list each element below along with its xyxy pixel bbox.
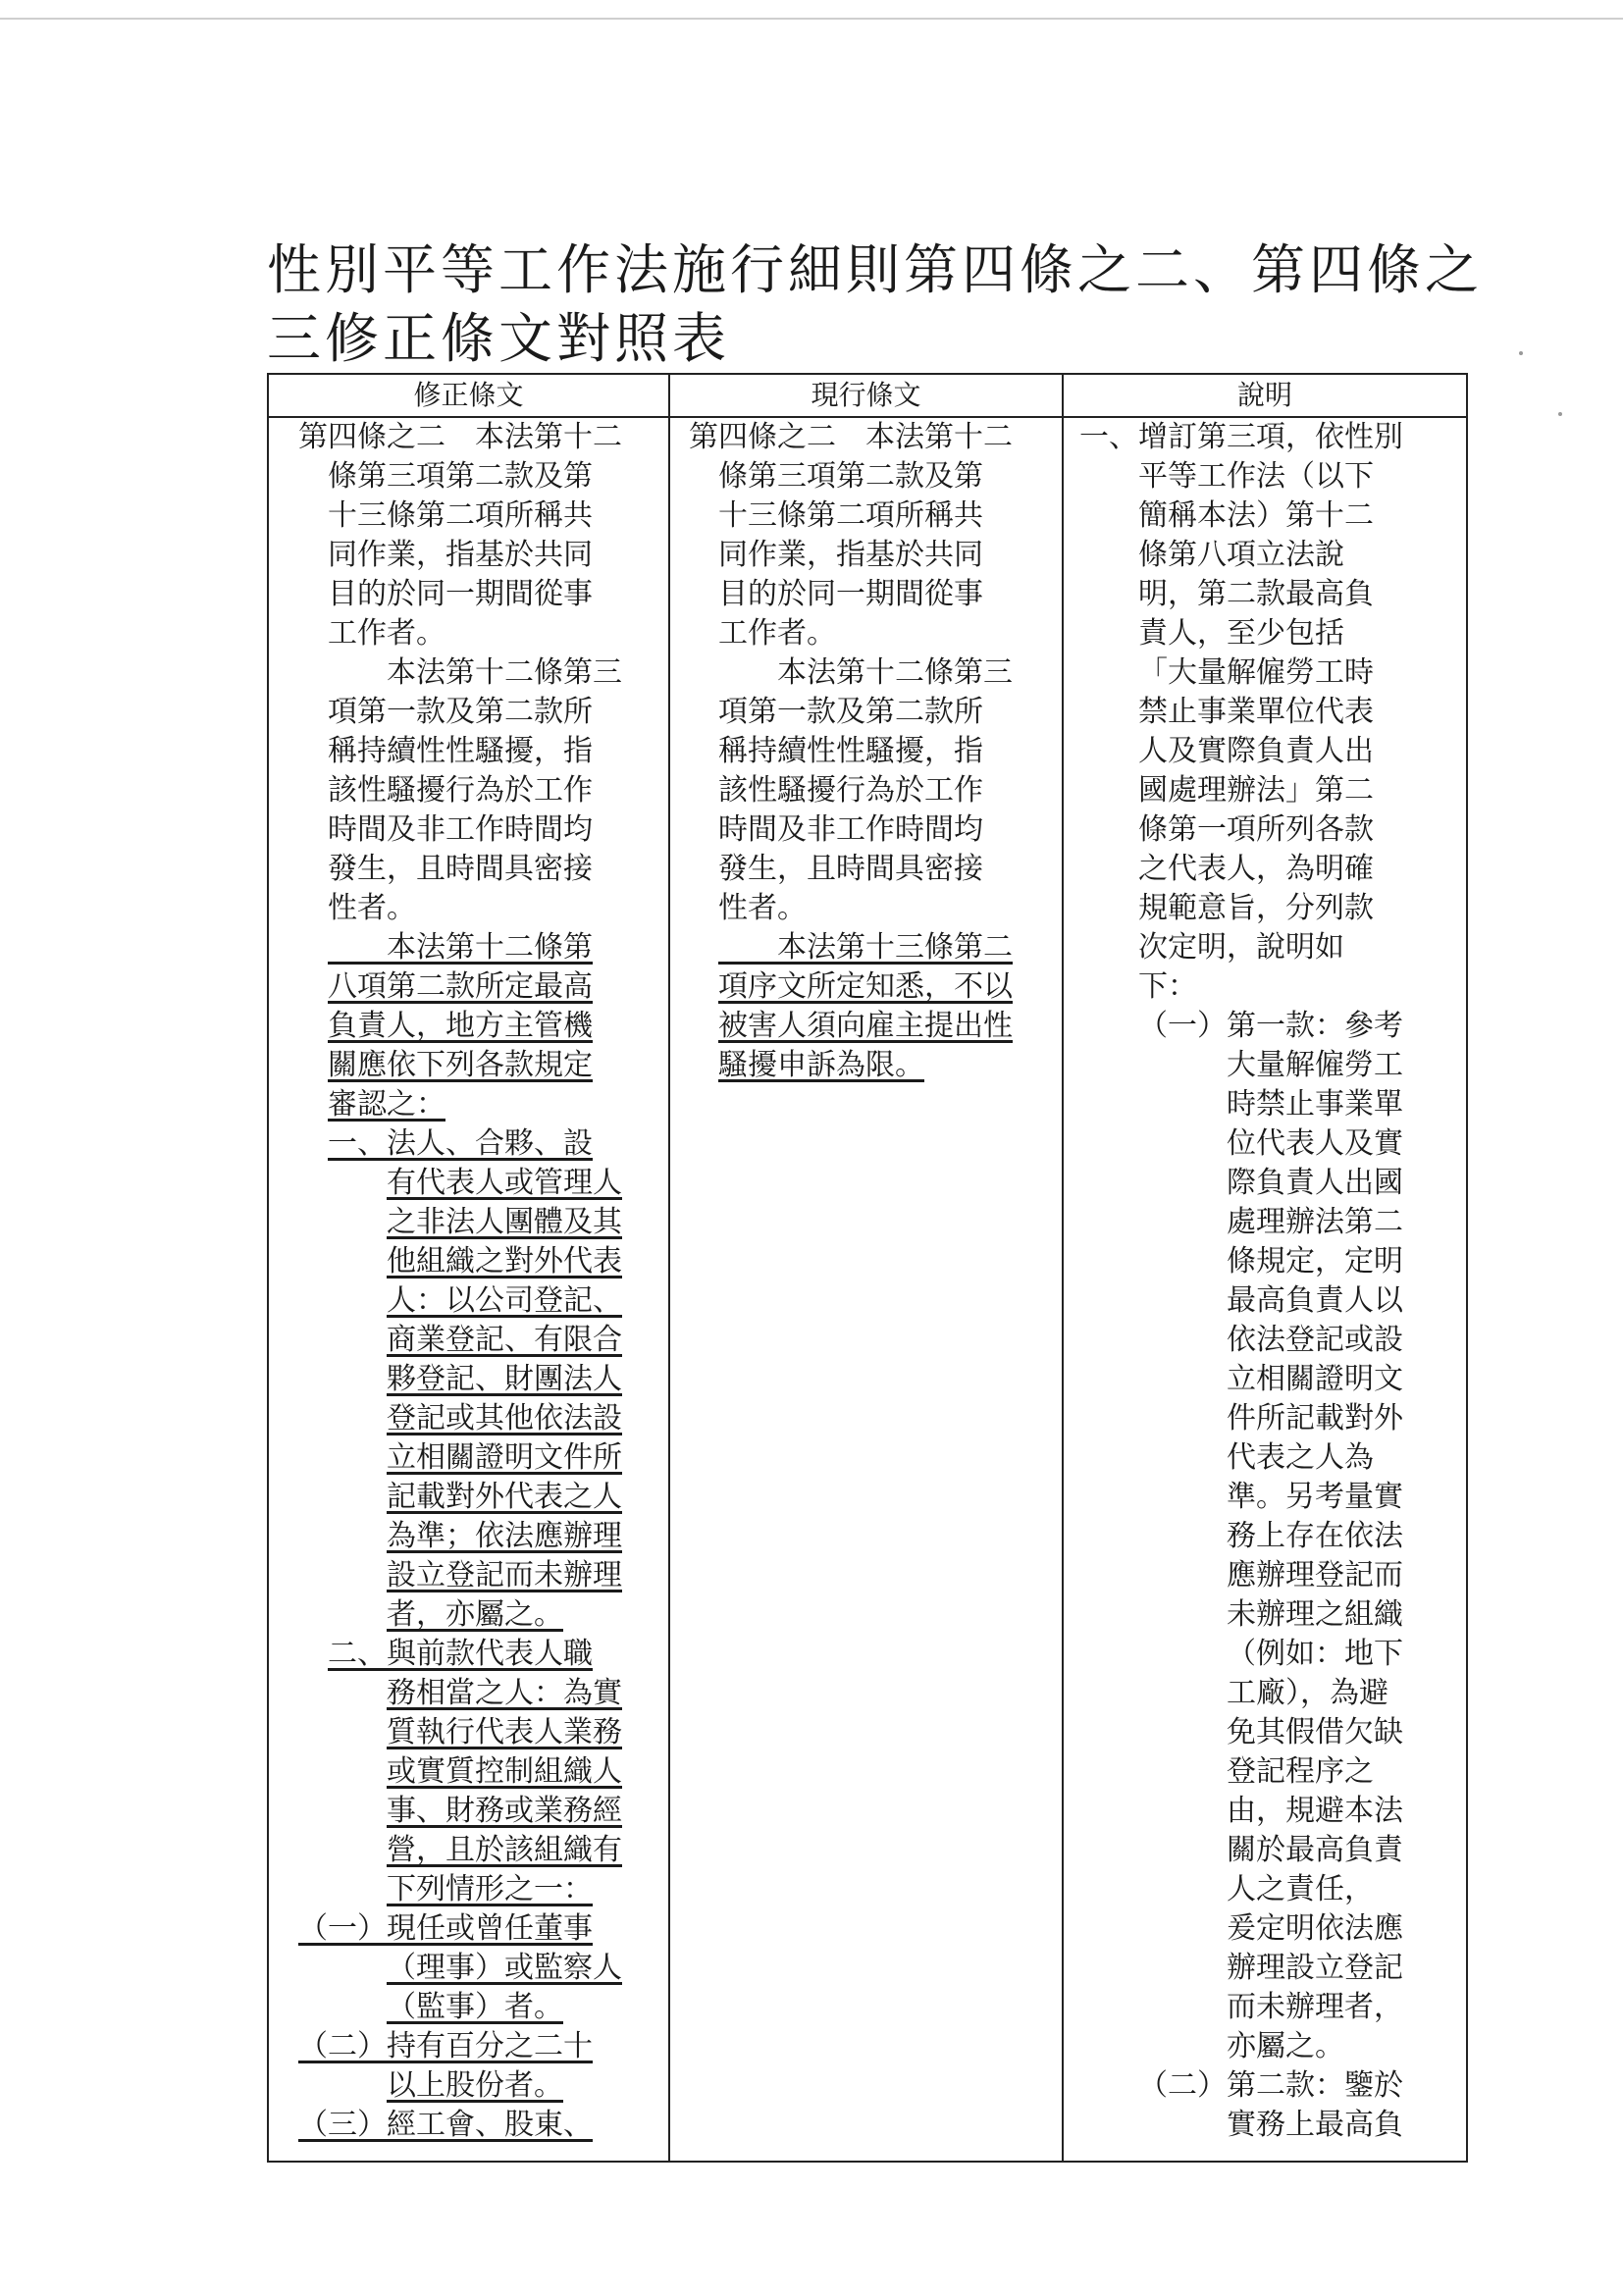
explanation-text-line: 由，規避本法: [1227, 1794, 1403, 1828]
amended-text-line: 項第一款及第二款所: [328, 695, 593, 729]
current-text-line: 同作業，指基於共同: [718, 538, 983, 572]
explanation-text-line: 亦屬之。: [1227, 2029, 1344, 2063]
current-text-line: 項序文所定知悉，不以: [718, 969, 1013, 1004]
current-text-line: 本法第十三條第二: [718, 930, 1013, 965]
current-text-line: 該性騷擾行為於工作: [718, 773, 983, 808]
header-current: 現行條文: [811, 379, 921, 411]
scan-speck: [1558, 412, 1562, 416]
current-text-line: 發生，且時間具密接: [718, 852, 983, 886]
scan-speck: [1519, 351, 1523, 355]
explanation-text-line: 條規定，定明: [1227, 1244, 1403, 1278]
amended-text-line: 稱持續性性騷擾，指: [328, 734, 593, 768]
explanation-text-line: 之代表人，為明確: [1138, 852, 1374, 886]
amended-text-line: 本法第十二條第: [328, 930, 593, 965]
amended-text-line: 為準；依法應辦理: [387, 1519, 622, 1553]
explanation-text-line: 禁止事業單位代表: [1138, 695, 1374, 729]
amended-text-line: 以上股份者。: [387, 2068, 563, 2103]
amended-text-line: 工作者。: [328, 616, 445, 651]
amended-text-line: 八項第二款所定最高: [328, 969, 593, 1004]
amended-text-line: 同作業，指基於共同: [328, 538, 593, 572]
explanation-text-line: 應辦理登記而: [1227, 1558, 1403, 1592]
explanation-text-line: 時禁止事業單: [1227, 1087, 1403, 1122]
amended-text-line: 之非法人團體及其: [387, 1205, 622, 1239]
explanation-text-line: 實務上最高負: [1227, 2108, 1403, 2142]
amended-text-line: 負責人，地方主管機: [328, 1009, 593, 1043]
explanation-text-line: 立相關證明文: [1227, 1362, 1403, 1396]
current-text-line: 項第一款及第二款所: [718, 695, 983, 729]
explanation-text-line: 位代表人及實: [1227, 1126, 1403, 1161]
amended-text-line: 本法第十二條第三: [328, 655, 622, 690]
amended-text-line: 第四條之二 本法第十二: [298, 420, 622, 454]
amended-text-line: 夥登記、財團法人: [387, 1362, 622, 1396]
amended-text-line: （監事）者。: [387, 1990, 563, 2024]
current-text-line: 十三條第二項所稱共: [718, 498, 983, 533]
explanation-text-line: 未辦理之組織: [1227, 1597, 1403, 1632]
current-text-line: 被害人須向雇主提出性: [718, 1009, 1013, 1043]
explanation-text-line: 最高負責人以: [1227, 1283, 1403, 1318]
explanation-text-line: 條第八項立法說: [1138, 538, 1344, 572]
explanation-column: [1079, 418, 1462, 2145]
current-text-line: 條第三項第二款及第: [718, 459, 983, 494]
amended-text-line: 該性騷擾行為於工作: [328, 773, 593, 808]
explanation-text-line: 一、增訂第三項，依性別: [1079, 420, 1403, 454]
amended-text-line: 立相關證明文件所: [387, 1440, 622, 1475]
explanation-text-line: 免其假借欠缺: [1227, 1715, 1403, 1749]
amended-text-line: （理事）或監察人: [387, 1951, 622, 1985]
explanation-text-line: 爰定明依法應: [1227, 1911, 1403, 1946]
title-line-1: 性別平等工作法施行細則第四條之二、第四條之: [267, 238, 1484, 301]
amended-text-line: 發生，且時間具密接: [328, 852, 593, 886]
amended-text-line: 記載對外代表之人: [387, 1480, 622, 1514]
amended-text-line: 十三條第二項所稱共: [328, 498, 593, 533]
amended-text-line: 條第三項第二款及第: [328, 459, 593, 494]
current-text-line: 時間及非工作時間均: [718, 812, 983, 847]
explanation-text-line: 平等工作法（以下: [1138, 459, 1374, 494]
explanation-text-line: 依法登記或設: [1227, 1323, 1403, 1357]
column-divider: [1062, 375, 1064, 2161]
explanation-text-line: 「大量解僱勞工時: [1138, 655, 1374, 690]
explanation-text-line: 工廠），為避: [1227, 1676, 1388, 1710]
explanation-text-line: （一）第一款：參考: [1138, 1009, 1403, 1043]
current-text-line: 本法第十二條第三: [718, 655, 1013, 690]
scan-top-edge: [0, 18, 1623, 20]
amended-text-line: 或實質控制組織人: [387, 1754, 622, 1789]
title-line-2: 三修正條文對照表: [267, 307, 731, 370]
explanation-text-line: 辦理設立登記: [1227, 1951, 1403, 1985]
explanation-text-line: 明，第二款最高負: [1138, 577, 1374, 611]
amended-text-line: 營，且於該組織有: [387, 1833, 622, 1867]
explanation-text-line: 大量解僱勞工: [1227, 1048, 1403, 1082]
amended-text-line: 質執行代表人業務: [387, 1715, 622, 1749]
amended-text-line: 時間及非工作時間均: [328, 812, 593, 847]
current-text-line: 性者。: [718, 891, 807, 925]
explanation-text-line: 責人，至少包括: [1138, 616, 1344, 651]
amended-text-line: 設立登記而未辦理: [387, 1558, 622, 1592]
explanation-text-line: 登記程序之: [1227, 1754, 1374, 1789]
current-text-line: 第四條之二 本法第十二: [689, 420, 1013, 454]
explanation-text-line: 處理辦法第二: [1227, 1205, 1403, 1239]
amended-text-line: 目的於同一期間從事: [328, 577, 593, 611]
amended-text-line: 關應依下列各款規定: [328, 1048, 593, 1082]
amended-text-line: 登記或其他依法設: [387, 1401, 622, 1435]
amended-text-line: （一）現任或曾任董事: [298, 1911, 593, 1946]
explanation-text-line: 務上存在依法: [1227, 1519, 1403, 1553]
explanation-text-line: 規範意旨，分列款: [1138, 891, 1374, 925]
explanation-text-line: 代表之人為: [1227, 1440, 1374, 1475]
header-explanation: 說明: [1236, 379, 1292, 411]
explanation-text-line: 人及實際負責人出: [1138, 734, 1374, 768]
explanation-text-line: 次定明，說明如: [1138, 930, 1344, 965]
explanation-text-line: （例如：地下: [1227, 1637, 1403, 1671]
amended-text-line: 務相當之人：為實: [387, 1676, 622, 1710]
amended-text-line: 一、法人、合夥、設: [328, 1126, 593, 1161]
amended-text-line: 商業登記、有限合: [387, 1323, 622, 1357]
amended-text-line: 審認之：: [328, 1087, 445, 1122]
explanation-text-line: 際負責人出國: [1227, 1166, 1403, 1200]
current-text-line: 工作者。: [718, 616, 836, 651]
current-text-line: 騷擾申訴為限。: [718, 1048, 924, 1082]
current-text-line: 稱持續性性騷擾，指: [718, 734, 983, 768]
amended-text-line: 人：以公司登記、: [387, 1283, 622, 1318]
header-amended: 修正條文: [413, 379, 524, 411]
explanation-text-line: 而未辦理者，: [1227, 1990, 1403, 2024]
explanation-text-line: 條第一項所列各款: [1138, 812, 1374, 847]
explanation-text-line: （二）第二款：鑒於: [1138, 2068, 1403, 2103]
amended-text-line: 二、與前款代表人職: [328, 1637, 593, 1671]
current-column: [689, 418, 1057, 1085]
explanation-text-line: 件所記載對外: [1227, 1401, 1403, 1435]
amended-text-line: 有代表人或管理人: [387, 1166, 622, 1200]
amended-text-line: 事、財務或業務經: [387, 1794, 622, 1828]
amended-text-line: （三）經工會、股東、: [298, 2108, 593, 2142]
explanation-text-line: 準。另考量實: [1227, 1480, 1403, 1514]
current-text-line: 目的於同一期間從事: [718, 577, 983, 611]
amended-text-line: 下列情形之一：: [387, 1872, 593, 1906]
amended-column: [298, 418, 663, 2145]
explanation-text-line: 關於最高負責: [1227, 1833, 1403, 1867]
explanation-text-line: 國處理辦法」第二: [1138, 773, 1374, 808]
explanation-text-line: 下：: [1138, 969, 1197, 1004]
explanation-text-line: 人之責任，: [1227, 1872, 1374, 1906]
amended-text-line: 者，亦屬之。: [387, 1597, 563, 1632]
column-divider: [668, 375, 670, 2161]
explanation-text-line: 簡稱本法）第十二: [1138, 498, 1374, 533]
amended-text-line: （二）持有百分之二十: [298, 2029, 593, 2063]
amended-text-line: 性者。: [328, 891, 416, 925]
document-title: [267, 235, 1493, 373]
amended-text-line: 他組織之對外代表: [387, 1244, 622, 1278]
comparison-table: [267, 373, 1468, 2163]
